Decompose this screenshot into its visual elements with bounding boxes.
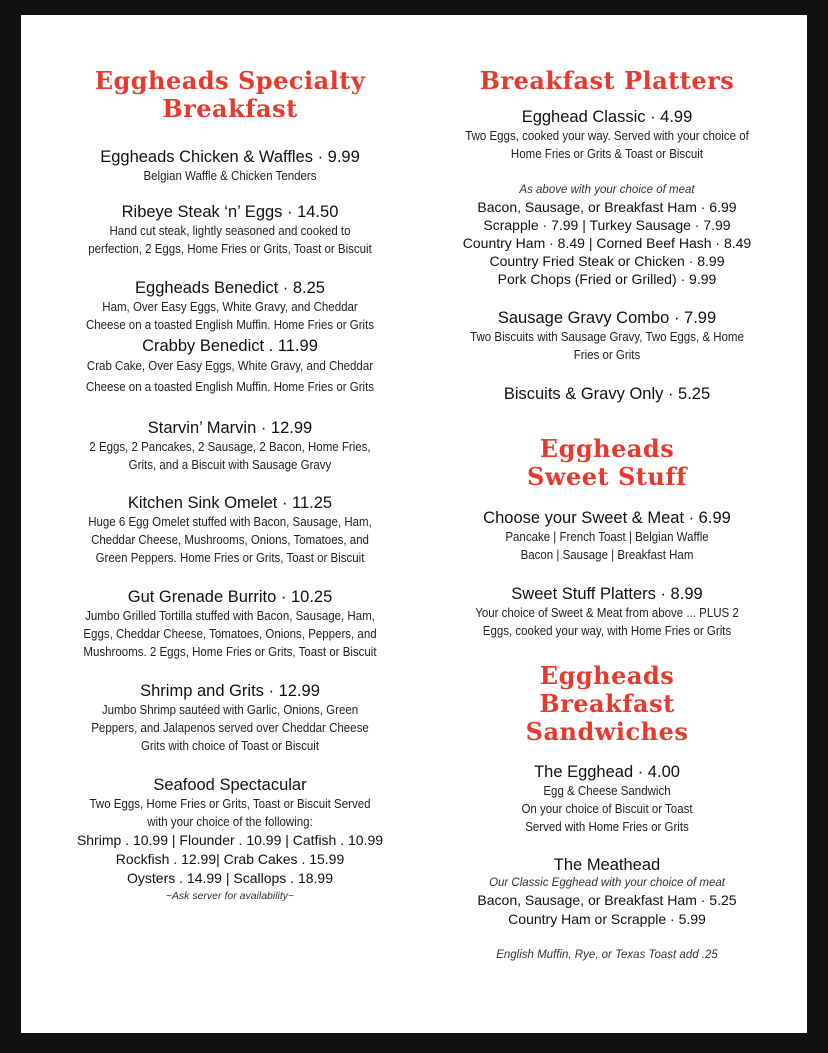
menu-item-shrimp-grits bbox=[66, 681, 394, 755]
menu-item-ribeye bbox=[66, 202, 394, 258]
meat-options bbox=[439, 182, 775, 288]
menu-item-kitchen-sink-omelet bbox=[66, 493, 394, 567]
menu-item-gut-grenade-burrito bbox=[66, 587, 394, 661]
breakfast-platters-heading: Breakfast Platters bbox=[479, 66, 735, 95]
menu-item-biscuits-gravy bbox=[439, 384, 775, 404]
menu-item-the-egghead bbox=[439, 762, 775, 836]
item-name: Ribeye Steak ‘n’ Eggs · 14.50 bbox=[121, 203, 339, 221]
item-name: The Meathead bbox=[553, 856, 661, 874]
seafood-options: Shrimp . 10.99 | Flounder . 10.99 | Catfish . 10.99 Rockfish . 12.99| Crab Cakes . 15.99 Oysters . 14.99 | Scallops . 18.99 bbox=[76, 832, 384, 886]
item-name: Starvin’ Marvin · 12.99 bbox=[147, 419, 313, 437]
breakfast-sandwiches-heading: Eggheads Breakfast Sandwiches bbox=[525, 661, 689, 746]
item-name: Sausage Gravy Combo · 7.99 bbox=[497, 309, 717, 327]
item-desc: Two Eggs, Home Fries or Grits, Toast or Biscuit Served with your choice of the following: bbox=[89, 797, 371, 829]
menu-item-chicken-waffles bbox=[66, 147, 394, 185]
item-desc: Crab Cake, Over Easy Eggs, White Gravy, and Cheddar Cheese on a toasted English Muffin. Home Fries or Grits bbox=[85, 359, 375, 394]
menu-item-starvin-marvin bbox=[66, 418, 394, 474]
menu-item-seafood-spectacular bbox=[66, 775, 394, 904]
toast-upgrade-note: English Muffin, Rye, or Texas Toast add .25 bbox=[496, 949, 718, 961]
meat-price-list: Bacon, Sausage, or Breakfast Ham · 6.99 Scrapple · 7.99 | Turkey Sausage · 7.99 Country Ham · 8.49 | Corned Beef Hash · 8.49 Country Fried Steak or Chicken · 8.99 Pork Chops (Fried or Grilled) · 9.99 bbox=[462, 199, 752, 287]
item-desc: Hand cut steak, lightly seasoned and cooked to perfection, 2 Eggs, Home Fries or Grits, Toast or Biscuit bbox=[88, 224, 372, 256]
item-desc: Pancake | French Toast | Belgian Waffle Bacon | Sausage | Breakfast Ham bbox=[505, 530, 709, 562]
item-desc: Your choice of Sweet & Meat from above ... PLUS 2 Eggs, cooked your way, with Home Fries or Grits bbox=[475, 606, 739, 638]
meat-note: As above with your choice of meat bbox=[519, 184, 695, 196]
menu-item-crabby-benedict bbox=[66, 336, 394, 398]
item-desc: Huge 6 Egg Omelet stuffed with Bacon, Sausage, Ham, Cheddar Cheese, Mushrooms, Onions, Tomatoes, and Green Peppers. Home Fries or Grits, Toast or Biscuit bbox=[88, 515, 372, 565]
menu-item-egghead-classic bbox=[439, 107, 775, 163]
sweet-stuff-heading: Eggheads Sweet Stuff bbox=[527, 434, 687, 491]
item-name: Choose your Sweet & Meat · 6.99 bbox=[483, 509, 731, 527]
item-name: Seafood Spectacular bbox=[153, 776, 307, 794]
item-name: Biscuits & Gravy Only · 5.25 bbox=[503, 385, 711, 403]
item-name: Sweet Stuff Platters · 8.99 bbox=[511, 585, 703, 603]
item-name: Gut Grenade Burrito · 10.25 bbox=[127, 588, 333, 606]
menu-item-eggheads-benedict bbox=[66, 278, 394, 334]
item-desc: Two Eggs, cooked your way. Served with your choice of Home Fries or Grits & Toast or Biscuit bbox=[465, 129, 749, 161]
item-name: The Egghead · 4.00 bbox=[534, 763, 680, 781]
item-desc: Ham, Over Easy Eggs, White Gravy, and Cheddar Cheese on a toasted English Muffin. Home Fries or Grits bbox=[85, 300, 375, 332]
specialty-breakfast-heading: Eggheads Specialty Breakfast bbox=[94, 66, 366, 123]
item-desc: Jumbo Shrimp sautéed with Garlic, Onions, Green Peppers, and Jalapenos served over Cheddar Cheese Grits with choice of Toast or Biscuit bbox=[91, 703, 369, 753]
menu-item-sausage-gravy-combo bbox=[439, 308, 775, 364]
menu-item-the-meathead bbox=[439, 855, 775, 929]
availability-note: ~Ask server for availability~ bbox=[165, 890, 295, 902]
item-name: Kitchen Sink Omelet · 11.25 bbox=[127, 494, 333, 512]
item-name: Crabby Benedict . 11.99 bbox=[142, 337, 318, 355]
item-name: Shrimp and Grits · 12.99 bbox=[140, 682, 320, 700]
item-name: Eggheads Chicken & Waffles · 9.99 bbox=[100, 148, 360, 166]
meathead-note: Our Classic Egghead with your choice of meat bbox=[489, 877, 725, 889]
item-desc: Egg & Cheese Sandwich On your choice of Biscuit or Toast Served with Home Fries or Grits bbox=[521, 784, 693, 834]
item-desc: Two Biscuits with Sausage Gravy, Two Eggs, & Home Fries or Grits bbox=[470, 330, 744, 362]
meathead-prices: Bacon, Sausage, or Breakfast Ham · 5.25 Country Ham or Scrapple · 5.99 bbox=[477, 892, 737, 927]
item-desc: Jumbo Grilled Tortilla stuffed with Bacon, Sausage, Ham, Eggs, Cheddar Cheese, Tomatoes, Onions, Peppers, and Mushrooms. 2 Eggs, Home Fries or Grits, Toast or Biscuit bbox=[83, 609, 377, 659]
item-desc: 2 Eggs, 2 Pancakes, 2 Sausage, 2 Bacon, Home Fries, Grits, and a Biscuit with Sausage Gravy bbox=[89, 440, 371, 472]
item-name: Eggheads Benedict · 8.25 bbox=[135, 279, 325, 297]
menu-item-sweet-stuff-platters bbox=[439, 584, 775, 640]
menu-item-choose-sweet-meat bbox=[439, 508, 775, 564]
item-desc: Belgian Waffle & Chicken Tenders bbox=[143, 169, 317, 183]
menu-page bbox=[21, 15, 807, 1033]
item-name: Egghead Classic · 4.99 bbox=[521, 108, 693, 126]
